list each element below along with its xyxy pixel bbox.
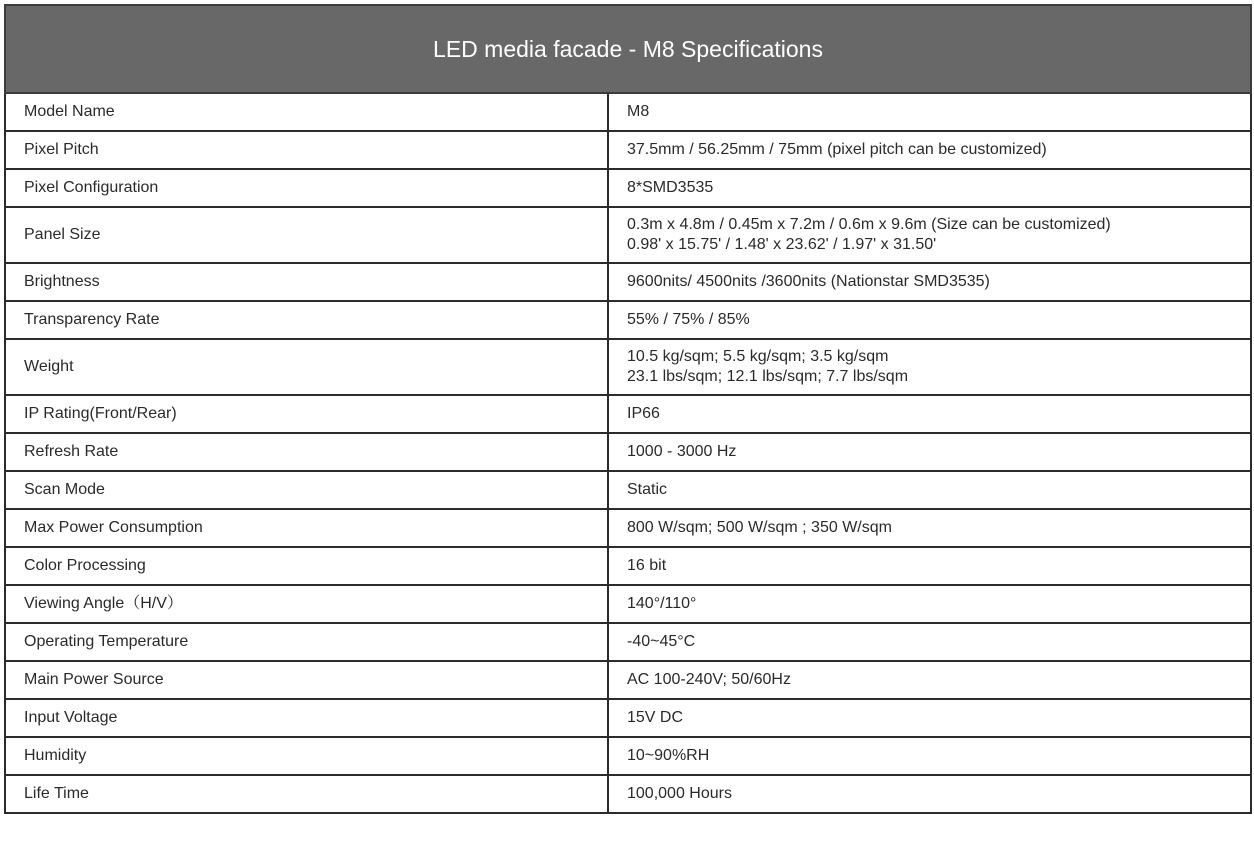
- spec-value: [608, 433, 1251, 471]
- spec-value: [608, 339, 1251, 395]
- table-row: [5, 207, 1251, 263]
- spec-value-line: 55% / 75% / 85%: [627, 311, 750, 328]
- spec-value: [608, 169, 1251, 207]
- spec-value-line: AC 100-240V; 50/60Hz: [627, 671, 791, 688]
- table-row: [5, 585, 1251, 623]
- spec-label: Scan Mode: [5, 471, 608, 509]
- spec-value: [608, 585, 1251, 623]
- spec-value-line: 140°/110°: [627, 595, 697, 612]
- table-row: [5, 509, 1251, 547]
- table-row: [5, 547, 1251, 585]
- spec-value-line: 10~90%RH: [627, 747, 710, 764]
- table-row: [5, 131, 1251, 169]
- spec-value: [608, 301, 1251, 339]
- spec-value-line: Static: [627, 481, 668, 498]
- spec-value-line: IP66: [627, 405, 660, 422]
- spec-value: [608, 207, 1251, 263]
- spec-label: IP Rating(Front/Rear): [5, 395, 608, 433]
- table-header-row: [5, 5, 1251, 93]
- spec-value-line: 800 W/sqm; 500 W/sqm ; 350 W/sqm: [627, 519, 892, 536]
- table-row: [5, 775, 1251, 813]
- spec-label: Weight: [5, 339, 608, 395]
- spec-label: Life Time: [5, 775, 608, 813]
- spec-value-line: 100,000 Hours: [627, 785, 732, 802]
- spec-value-line: 9600nits/ 4500nits /3600nits (Nationstar SMD3535): [627, 273, 990, 290]
- spec-label: Humidity: [5, 737, 608, 775]
- spec-label: Main Power Source: [5, 661, 608, 699]
- spec-value-line: M8: [627, 103, 650, 120]
- spec-value-line: 8*SMD3535: [627, 179, 714, 196]
- spec-label: Pixel Configuration: [5, 169, 608, 207]
- spec-label: Operating Temperature: [5, 623, 608, 661]
- table-row: [5, 339, 1251, 395]
- spec-value-line: 0.98' x 15.75' / 1.48' x 23.62' / 1.97' x 31.50': [627, 236, 937, 253]
- table-row: [5, 623, 1251, 661]
- table-row: [5, 263, 1251, 301]
- spec-value-line: 37.5mm / 56.25mm / 75mm (pixel pitch can be customized): [627, 141, 1047, 158]
- spec-value: [608, 775, 1251, 813]
- table-row: [5, 661, 1251, 699]
- spec-value-line: -40~45°C: [627, 633, 696, 650]
- spec-value-line: 0.3m x 4.8m / 0.45m x 7.2m / 0.6m x 9.6m (Size can be customized): [627, 216, 1111, 233]
- spec-label: Brightness: [5, 263, 608, 301]
- table-row: [5, 395, 1251, 433]
- spec-value-line: 16 bit: [627, 557, 667, 574]
- spec-table-container: [4, 4, 1250, 814]
- spec-value: [608, 93, 1251, 131]
- spec-value: [608, 661, 1251, 699]
- spec-label: Transparency Rate: [5, 301, 608, 339]
- table-row: [5, 169, 1251, 207]
- spec-label: Model Name: [5, 93, 608, 131]
- spec-label: Pixel Pitch: [5, 131, 608, 169]
- spec-value-line: 15V DC: [627, 709, 684, 726]
- table-row: [5, 737, 1251, 775]
- spec-value-line: 23.1 lbs/sqm; 12.1 lbs/sqm; 7.7 lbs/sqm: [627, 368, 909, 385]
- spec-value: [608, 131, 1251, 169]
- spec-value: [608, 263, 1251, 301]
- table-row: [5, 471, 1251, 509]
- spec-label: Max Power Consumption: [5, 509, 608, 547]
- table-title: LED media facade - M8 Specifications: [5, 5, 1251, 93]
- spec-value: [608, 737, 1251, 775]
- spec-label: Refresh Rate: [5, 433, 608, 471]
- spec-label: Input Voltage: [5, 699, 608, 737]
- spec-value-line: 10.5 kg/sqm; 5.5 kg/sqm; 3.5 kg/sqm: [627, 348, 889, 365]
- spec-label: Panel Size: [5, 207, 608, 263]
- spec-value: [608, 623, 1251, 661]
- spec-value-line: 1000 - 3000 Hz: [627, 443, 737, 460]
- spec-table: [4, 4, 1252, 814]
- spec-value: [608, 699, 1251, 737]
- spec-value: [608, 509, 1251, 547]
- spec-label: Color Processing: [5, 547, 608, 585]
- spec-label: Viewing Angle（H/V）: [5, 585, 608, 623]
- table-row: [5, 699, 1251, 737]
- table-row: [5, 433, 1251, 471]
- table-row: [5, 93, 1251, 131]
- spec-value: [608, 471, 1251, 509]
- spec-value: [608, 547, 1251, 585]
- table-row: [5, 301, 1251, 339]
- spec-value: [608, 395, 1251, 433]
